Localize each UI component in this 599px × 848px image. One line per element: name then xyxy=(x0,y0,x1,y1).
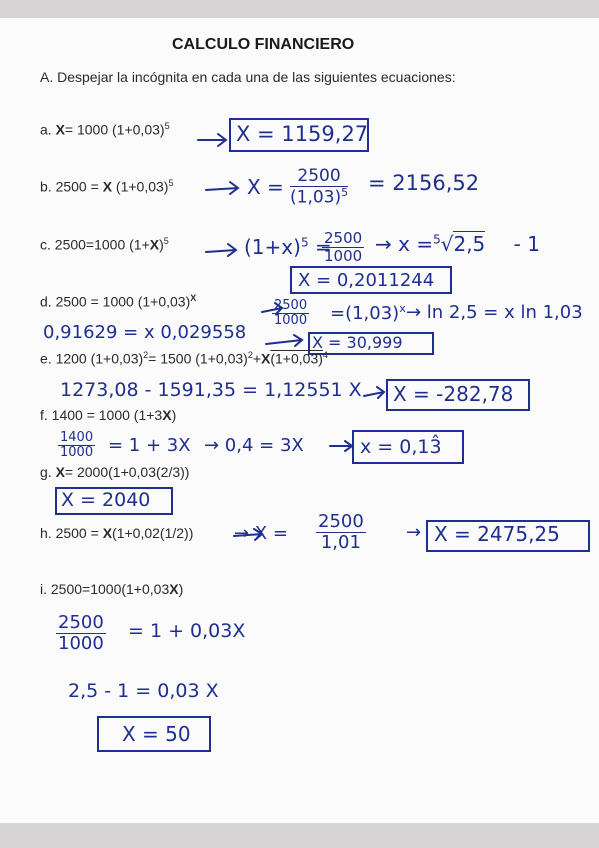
work-d-ln: → ln 2,5 = x ln 1,03 xyxy=(406,302,583,323)
exercise-f: f. 1400 = 1000 (1+3X) xyxy=(40,407,177,423)
arrow-c-icon xyxy=(206,244,236,256)
work-c-root: → x =$^5$√2,5 - 1 xyxy=(375,232,540,256)
work-f-eq: = 1 + 3X xyxy=(108,435,191,456)
page-title: CALCULO FINANCIERO xyxy=(172,36,355,53)
work-h-fraction: $\frac{2500}{1,01}$ xyxy=(318,511,364,553)
answer-h: X = 2475,25 xyxy=(434,522,560,546)
work-c-fraction: $\frac{2500}{1000}$ xyxy=(324,229,363,265)
arrow-h-icon xyxy=(234,529,262,540)
exercise-e: e. 1200 $(1+0,03)^2= 1500$ $(1+0,03)^2+X(1+0,03)^4$ xyxy=(40,350,328,367)
work-b-lhs: X = xyxy=(247,175,284,199)
work-h-lhs: → X = xyxy=(234,523,288,544)
arrow-f-icon xyxy=(330,441,352,451)
answer-d: X = 30,999 xyxy=(312,333,403,352)
arrow-d2-icon xyxy=(266,335,302,346)
answer-g: X = 2040 xyxy=(61,489,151,511)
answer-b: = 2156,52 xyxy=(368,171,480,195)
exercise-c: c. 2500=1000 $(1+X)^5$ xyxy=(40,236,169,253)
arrow-e-icon xyxy=(364,387,384,398)
work-b-fraction: $\frac{2500}{(1,03)^5}$ xyxy=(290,166,349,208)
work-d-line2: 0,91629 = x 0,029558 xyxy=(43,322,247,343)
exercise-b: b. 2500 = X $(1+0,03)^5$ xyxy=(40,178,174,195)
work-i-eq: = 1 + 0,03X xyxy=(128,620,246,642)
work-i-line2: 2,5 - 1 = 0,03 X xyxy=(68,680,219,702)
answer-h-arrow: → xyxy=(406,522,422,543)
answer-e: X = -282,78 xyxy=(393,382,514,406)
answer-i: X = 50 xyxy=(122,722,191,746)
exercise-i: i. 2500=1000(1+0,03X) xyxy=(40,581,184,597)
arrow-b-icon xyxy=(206,182,238,194)
work-f-arrow: → 0,4 = 3X xyxy=(204,435,304,456)
answer-c: X = 0,2011244 xyxy=(298,270,435,291)
work-d-eq: $=(1,03)^x$ xyxy=(330,302,406,324)
work-f-fraction: $\frac{1400}{1000}$ xyxy=(60,430,94,460)
arrow-a-icon xyxy=(198,134,226,146)
answer-a: X = 1159,27 xyxy=(236,122,369,146)
work-d-fraction: $\frac{2500}{1000}$ xyxy=(274,298,308,328)
exercise-d: d. 2500 = 1000 $(1+0,03)^X$ xyxy=(40,293,197,310)
work-i-fraction: $\frac{2500}{1000}$ xyxy=(58,612,104,654)
exercise-h: h. 2500 = X(1+0,02(1/2)) xyxy=(40,525,194,541)
instruction: A. Despejar la incógnita en cada una de las siguientes ecuaciones: xyxy=(40,69,456,85)
exercise-g: g. X= 2000(1+0,03(2/3)) xyxy=(40,464,190,480)
answer-f: x = 0,13̂ xyxy=(360,436,442,458)
work-c-lhs: $(1+x)^5$ = xyxy=(244,235,332,259)
exercise-a: a. X= 1000 $(1+0,03)^5$ xyxy=(40,121,170,138)
arrow-d1-icon xyxy=(262,303,282,314)
work-e-line: 1273,08 - 1591,35 = 1,12551 X xyxy=(60,379,362,401)
